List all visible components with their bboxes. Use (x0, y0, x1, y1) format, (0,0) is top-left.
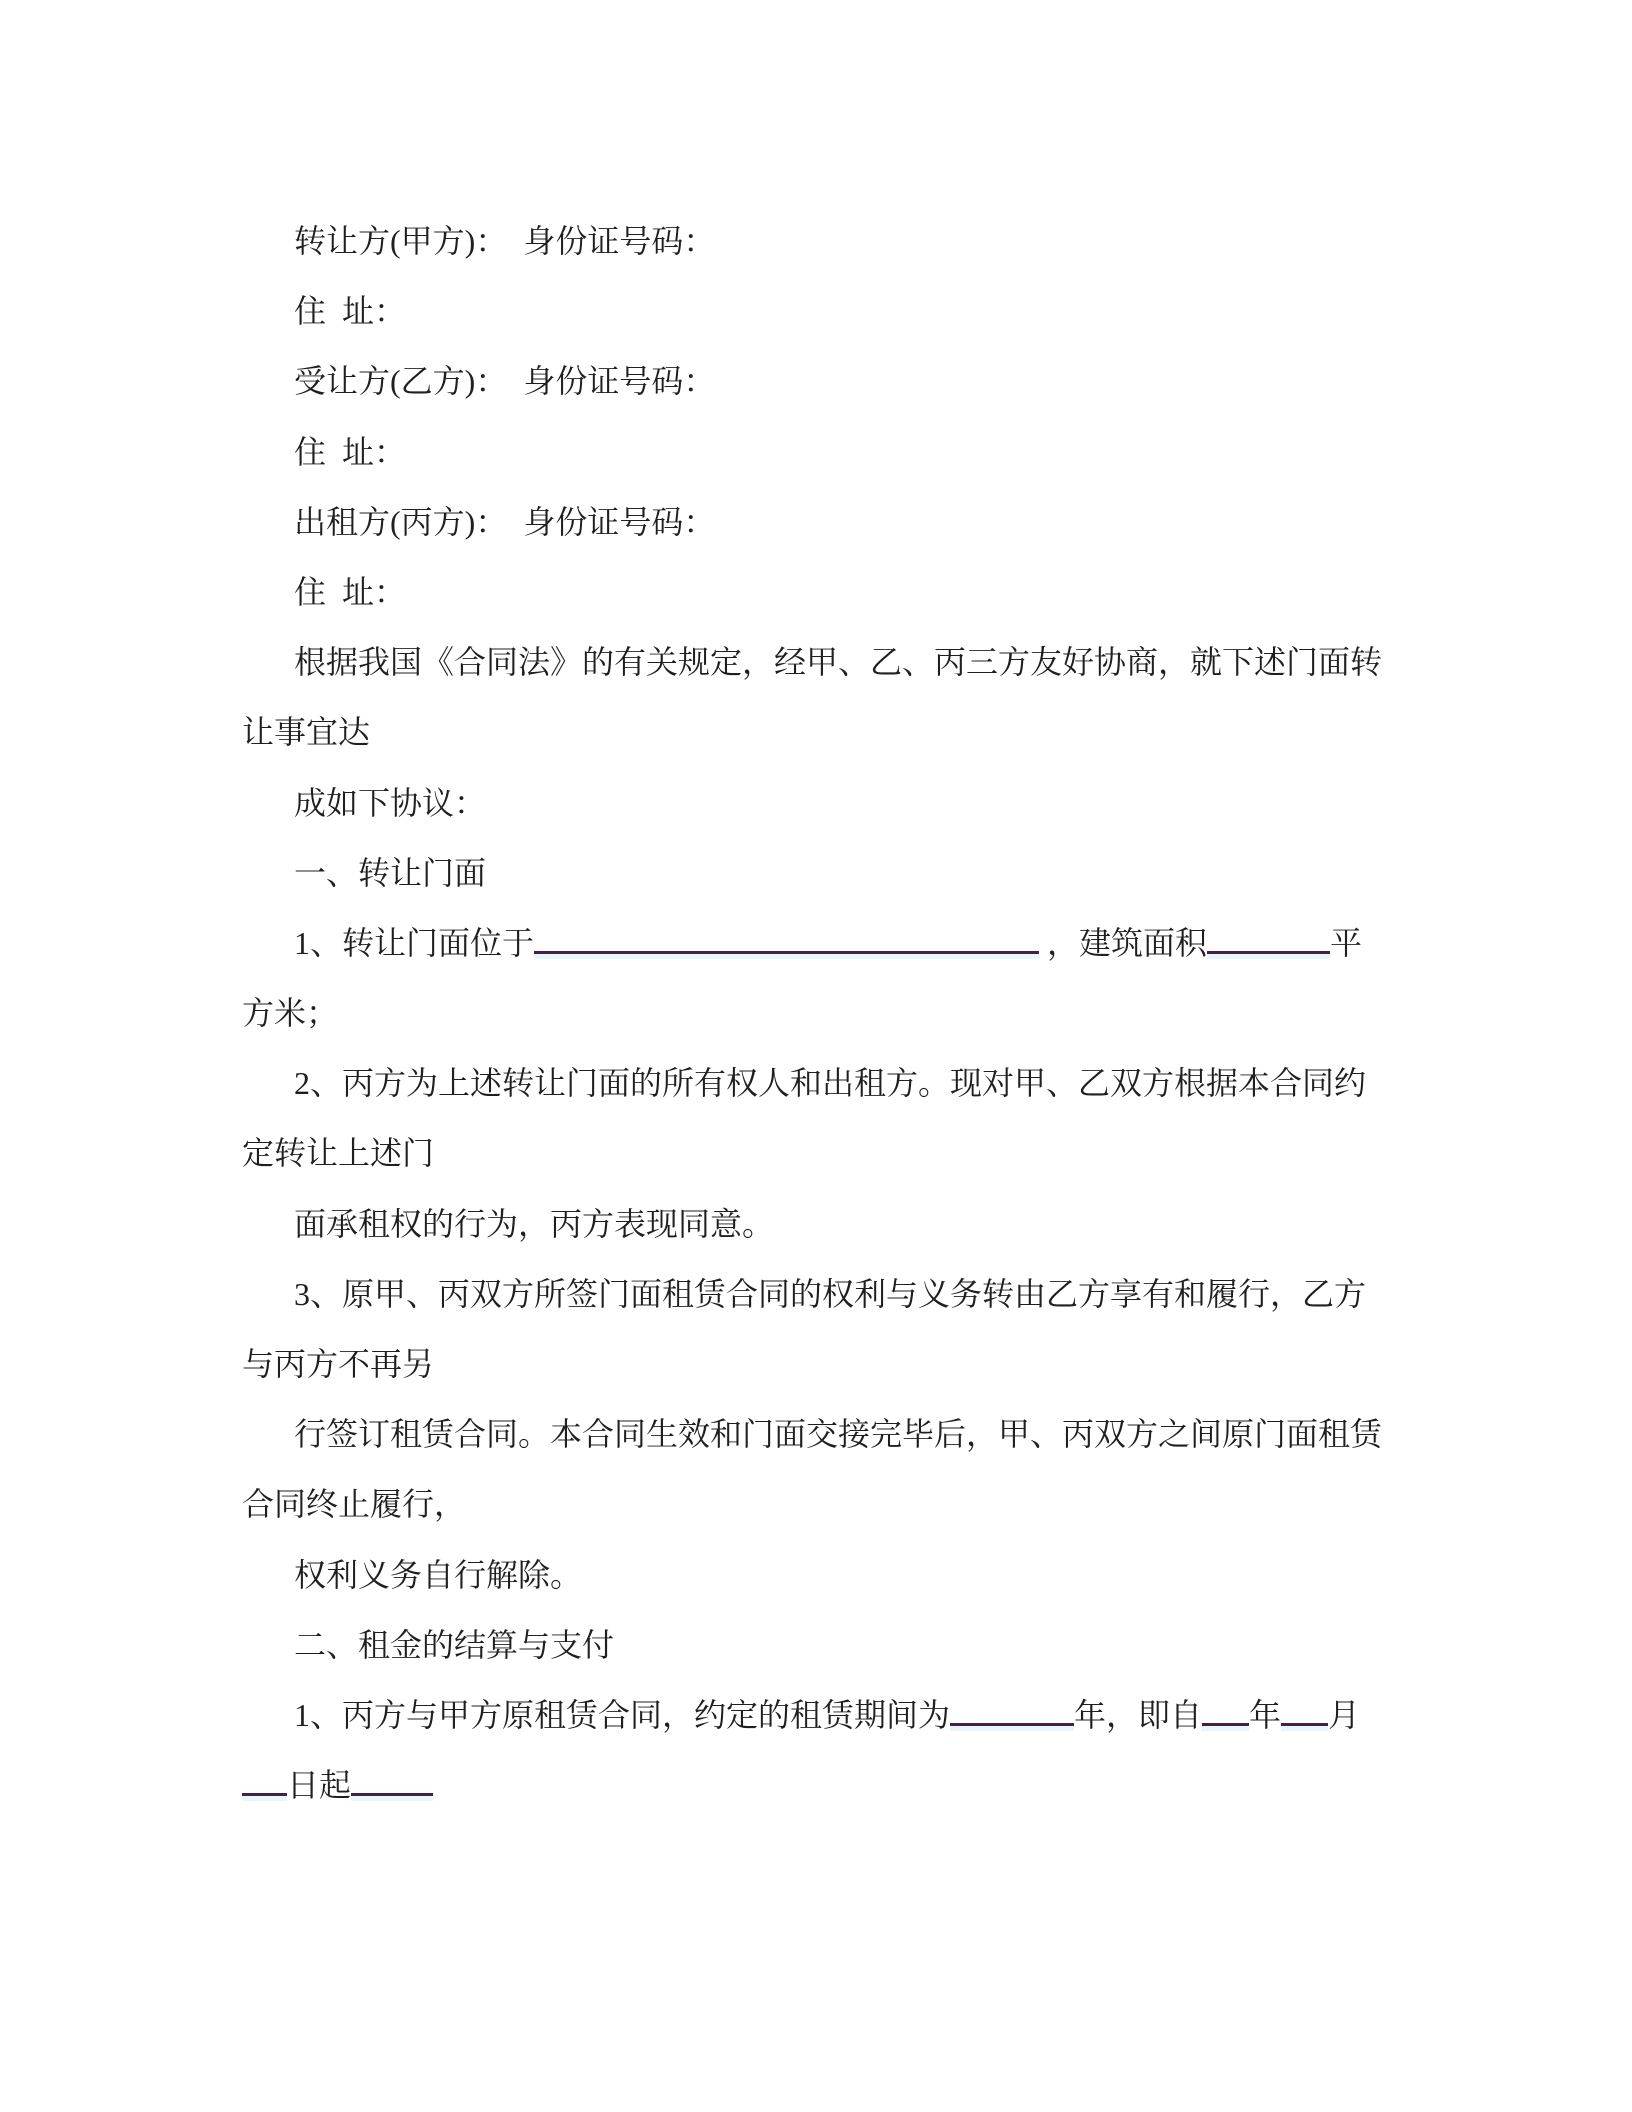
line-clause-1-3-line-5 (242, 1540, 1422, 1610)
line-clause-1-2-line-2 (242, 1118, 1422, 1188)
line-clause-1-1-line-2 (242, 978, 1422, 1048)
line-party-c-id-line (242, 487, 1422, 557)
text-segment: 2、丙方为上述转让门面的所有权人和出租方。现对甲、乙双方根据本合同约 (294, 1065, 1367, 1102)
line-preamble-line-3 (242, 768, 1422, 838)
line-clause-1-1-line-1 (242, 908, 1422, 978)
line-clause-1-3-line-2 (242, 1329, 1422, 1399)
text-segment: 年，即自 (1074, 1696, 1203, 1733)
text-segment: 住 址： (294, 573, 407, 610)
line-preamble-line-1 (242, 627, 1422, 697)
blank-underline (1202, 1690, 1249, 1726)
line-clause-2-1-line-2 (242, 1750, 1422, 1820)
blank-underline (242, 1761, 287, 1797)
line-party-a-id-line (242, 206, 1422, 276)
blank-underline (1281, 1690, 1328, 1726)
text-segment: 平 (1330, 924, 1363, 961)
text-segment: 住 址： (294, 433, 407, 470)
line-party-b-address-line (242, 417, 1422, 487)
text-segment: 成如下协议： (294, 784, 487, 821)
line-section-2-heading (242, 1610, 1422, 1680)
line-clause-2-1-line-1 (242, 1680, 1422, 1750)
text-segment: 1、丙方与甲方原租赁合同，约定的租赁期间为 (294, 1696, 951, 1733)
text-segment: 合同终止履行， (242, 1486, 467, 1523)
blank-underline (950, 1690, 1074, 1726)
line-section-1-heading (242, 838, 1422, 908)
line-party-b-id-line (242, 346, 1422, 416)
text-segment: 面承租权的行为，丙方表现同意。 (294, 1205, 775, 1242)
text-segment: 转让方(甲方)： 身份证号码： (294, 223, 716, 259)
text-segment: 日起 (287, 1767, 352, 1804)
text-segment: 受让方(乙方)： 身份证号码： (294, 363, 716, 400)
line-clause-1-3-line-3 (242, 1399, 1422, 1469)
text-segment: 1、转让门面位于 (294, 924, 535, 961)
text-segment: 一、转让门面 (294, 854, 487, 891)
blank-underline (534, 918, 1039, 954)
blank-underline (351, 1761, 433, 1797)
text-segment: 定转让上述门 (242, 1135, 435, 1172)
text-segment: 行签订租赁合同。本合同生效和门面交接完毕后，甲、丙双方之间原门面租赁 (294, 1416, 1383, 1453)
text-segment: 3、原甲、丙双方所签门面租赁合同的权利与义务转由乙方享有和履行，乙方 (294, 1275, 1367, 1312)
blank-underline (1207, 918, 1330, 954)
document-body (242, 206, 1422, 1820)
line-party-c-address-line (242, 557, 1422, 627)
text-segment: 年 (1249, 1696, 1282, 1733)
line-clause-1-3-line-1 (242, 1259, 1422, 1329)
line-preamble-line-2 (242, 697, 1422, 767)
text-segment: 权利义务自行解除。 (294, 1556, 583, 1593)
text-segment: 二、租金的结算与支付 (294, 1626, 615, 1663)
text-segment: 出租方(丙方)： 身份证号码： (294, 503, 716, 540)
text-segment: 月 (1328, 1696, 1361, 1733)
line-clause-1-2-line-3 (242, 1189, 1422, 1259)
line-party-a-address-line (242, 276, 1422, 346)
text-segment: 根据我国《合同法》的有关规定，经甲、乙、丙三方友好协商，就下述门面转 (294, 644, 1383, 681)
line-clause-1-2-line-1 (242, 1048, 1422, 1118)
text-segment: ，建筑面积 (1039, 924, 1208, 961)
line-clause-1-3-line-4 (242, 1469, 1422, 1539)
text-segment: 方米； (242, 995, 339, 1032)
text-segment: 住 址： (294, 293, 407, 330)
text-segment: 与丙方不再另 (242, 1346, 435, 1382)
text-segment: 让事宜达 (242, 714, 371, 751)
